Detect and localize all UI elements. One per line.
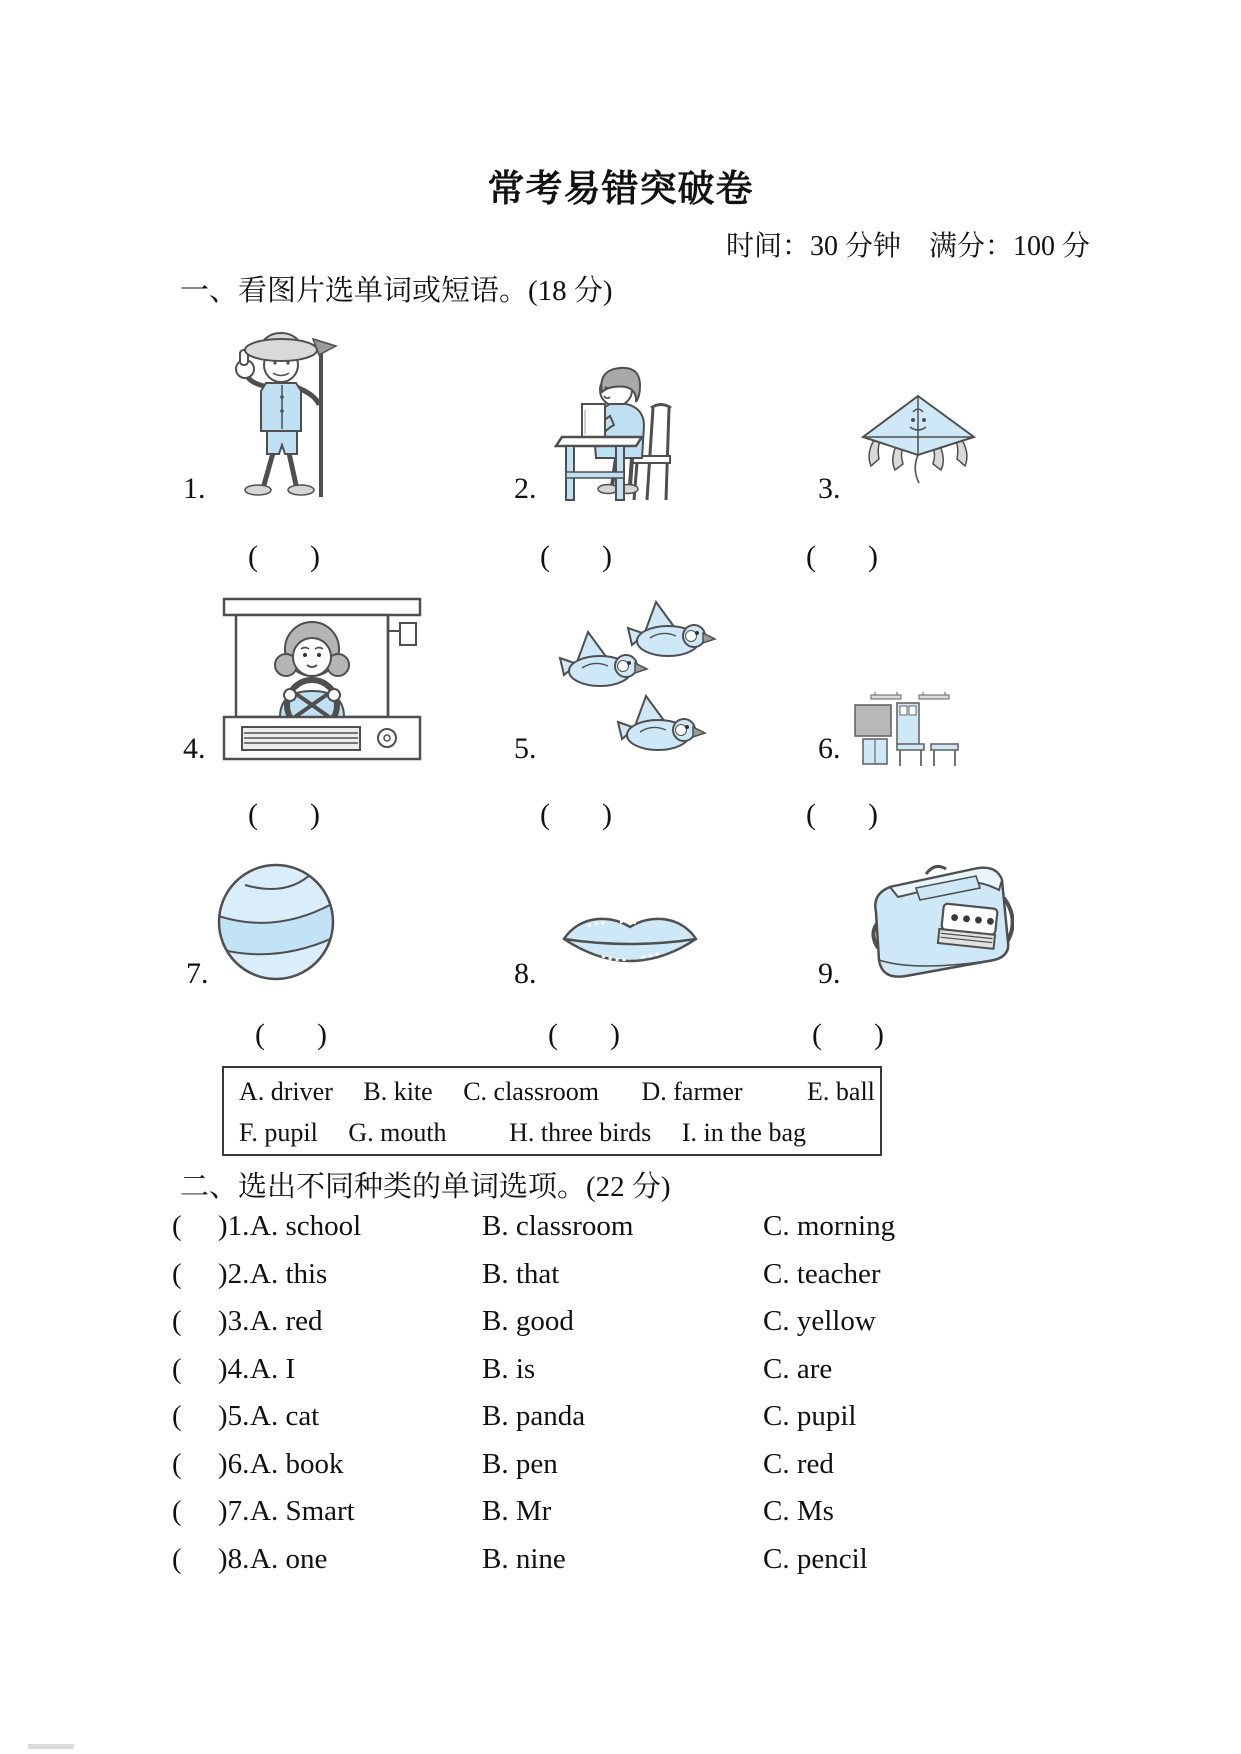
question-row-3: [0, 1305, 1241, 1345]
item-number-4: 4.: [183, 732, 206, 765]
option-c: C. morning: [763, 1210, 896, 1242]
answer-blank-6: ( ): [806, 798, 879, 831]
option-a: A. red: [250, 1305, 323, 1337]
question-row-7: [0, 1495, 1241, 1535]
answer-blank-2: ( ): [540, 540, 613, 573]
answer-blank-9: ( ): [812, 1018, 885, 1051]
question-prefix: ( )3.: [172, 1305, 250, 1337]
option-b: B. good: [482, 1305, 574, 1337]
option-c: C. are: [763, 1353, 833, 1385]
word-bank-item: F. pupil: [239, 1118, 318, 1147]
section1-heading: 一、看图片选单词或短语。(18 分): [180, 275, 613, 307]
word-bank-item: D. farmer: [641, 1077, 743, 1106]
answer-blank-4: ( ): [248, 798, 321, 831]
question-row-1: [0, 1210, 1241, 1250]
option-b: B. panda: [482, 1400, 586, 1432]
question-prefix: ( )2.: [172, 1258, 250, 1290]
classroom-illustration: [853, 692, 967, 770]
option-c: C. Ms: [763, 1495, 834, 1527]
option-b: B. classroom: [482, 1210, 634, 1242]
item-number-9: 9.: [818, 957, 841, 990]
option-c: C. yellow: [763, 1305, 876, 1337]
option-c: C. red: [763, 1448, 834, 1480]
word-bank-item: B. kite: [363, 1077, 433, 1106]
question-prefix: ( )1.: [172, 1210, 250, 1242]
item-number-1: 1.: [183, 472, 206, 505]
word-bank-item: I. in the bag: [681, 1118, 806, 1147]
question-row-2: [0, 1258, 1241, 1298]
word-bank-item: H. three birds: [509, 1118, 652, 1147]
item-number-2: 2.: [514, 472, 537, 505]
answer-blank-8: ( ): [548, 1018, 621, 1051]
question-row-6: [0, 1448, 1241, 1488]
kite-illustration: [858, 392, 980, 487]
word-bank-item: A. driver: [239, 1077, 333, 1106]
option-c: C. pencil: [763, 1543, 868, 1575]
ball-illustration: [215, 855, 337, 989]
word-bank-item: E. ball: [807, 1077, 875, 1106]
word-bank-item: G. mouth: [348, 1118, 447, 1147]
option-b: B. nine: [482, 1543, 566, 1575]
option-c: C. pupil: [763, 1400, 857, 1432]
item-number-3: 3.: [818, 472, 841, 505]
answer-blank-1: ( ): [248, 540, 321, 573]
item-number-7: 7.: [186, 957, 209, 990]
option-a: A. cat: [250, 1400, 320, 1432]
item-number-6: 6.: [818, 732, 841, 765]
option-b: B. is: [482, 1353, 536, 1385]
option-b: B. Mr: [482, 1495, 552, 1527]
option-a: A. I: [250, 1353, 296, 1385]
farmer-illustration: [230, 325, 345, 503]
three-birds-illustration: [556, 600, 728, 774]
section2-heading: 二、选出不同种类的单词选项。(22 分): [180, 1171, 671, 1203]
answer-blank-5: ( ): [540, 798, 613, 831]
question-prefix: ( )5.: [172, 1400, 250, 1432]
page-title: 常考易错突破卷: [487, 169, 754, 210]
word-bank-box: [222, 1066, 882, 1156]
question-prefix: ( )7.: [172, 1495, 250, 1527]
question-row-5: [0, 1400, 1241, 1440]
option-a: A. book: [250, 1448, 344, 1480]
scan-artifact: [28, 1744, 74, 1749]
item-number-5: 5.: [514, 732, 537, 765]
pupil-illustration: [554, 358, 682, 506]
question-prefix: ( )8.: [172, 1543, 250, 1575]
option-b: B. pen: [482, 1448, 558, 1480]
mouth-illustration: [558, 902, 702, 976]
option-c: C. teacher: [763, 1258, 881, 1290]
option-a: A. this: [250, 1258, 328, 1290]
exam-time-score: 时间：30 分钟 满分：100 分: [726, 231, 1091, 262]
question-row-8: [0, 1543, 1241, 1583]
question-prefix: ( )4.: [172, 1353, 250, 1385]
option-a: A. one: [250, 1543, 328, 1575]
word-bank-line-1: [239, 1071, 880, 1112]
word-bank-line-2: [239, 1112, 880, 1153]
option-a: A. Smart: [250, 1495, 355, 1527]
bag-illustration: [856, 854, 1014, 990]
word-bank-item: C. classroom: [463, 1077, 599, 1106]
item-number-8: 8.: [514, 957, 537, 990]
answer-blank-3: ( ): [806, 540, 879, 573]
option-b: B. that: [482, 1258, 560, 1290]
question-row-4: [0, 1353, 1241, 1393]
question-prefix: ( )6.: [172, 1448, 250, 1480]
answer-blank-7: ( ): [255, 1018, 328, 1051]
driver-illustration: [222, 597, 424, 763]
option-a: A. school: [250, 1210, 362, 1242]
